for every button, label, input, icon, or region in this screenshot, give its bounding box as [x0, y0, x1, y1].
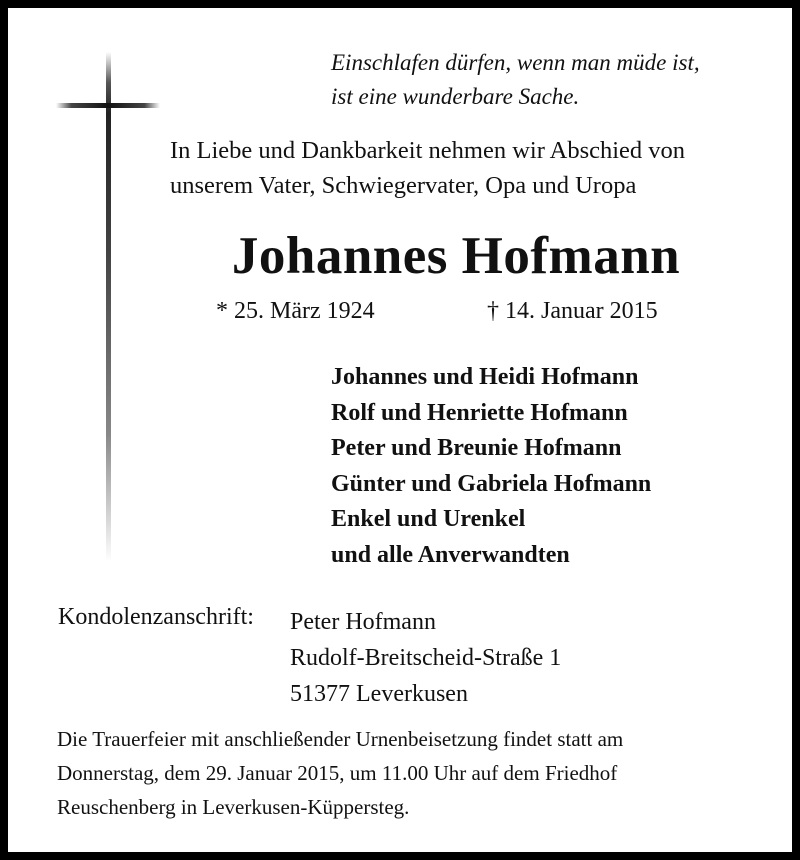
- service-info: [57, 722, 623, 824]
- mourner-item: Günter und Gabriela Hofmann: [331, 470, 652, 497]
- quote-line: Einschlafen dürfen, wenn man müde ist,: [331, 50, 700, 75]
- cross-icon: [106, 52, 111, 562]
- condolence-label: Kondolenzanschrift:: [58, 604, 254, 630]
- service-line: Donnerstag, dem 29. Januar 2015, um 11.00 Uhr auf dem Friedhof: [57, 761, 618, 785]
- quote: [331, 46, 700, 114]
- intro-line: In Liebe und Dankbarkeit nehmen wir Abschied von: [170, 137, 686, 164]
- mourner-item: Peter und Breunie Hofmann: [331, 435, 622, 461]
- cross-icon-crossbar: [56, 103, 160, 108]
- service-line: Die Trauerfeier mit anschließender Urnenbeisetzung findet statt am: [57, 727, 624, 751]
- death-date: † 14. Januar 2015: [487, 298, 658, 324]
- address-line: Peter Hofmann: [290, 609, 436, 635]
- condolence-address: [290, 604, 561, 712]
- mourners-list: [331, 360, 651, 573]
- mourner-item: Enkel und Urenkel: [331, 506, 526, 532]
- deceased-name: Johannes Hofmann: [231, 227, 681, 285]
- intro-text: [170, 133, 685, 203]
- mourner-item: Rolf und Henriette Hofmann: [331, 399, 628, 426]
- address-line: Rudolf-Breitscheid-Straße 1: [290, 645, 562, 671]
- intro-line: unserem Vater, Schwiegervater, Opa und Uropa: [170, 172, 637, 199]
- mourner-item: und alle Anverwandten: [331, 541, 570, 568]
- service-line: Reuschenberg in Leverkusen-Küppersteg.: [57, 795, 410, 819]
- address-line: 51377 Leverkusen: [290, 681, 468, 707]
- quote-line: ist eine wunderbare Sache.: [331, 84, 580, 109]
- birth-date: * 25. März 1924: [216, 298, 375, 324]
- mourner-item: Johannes und Heidi Hofmann: [331, 364, 639, 390]
